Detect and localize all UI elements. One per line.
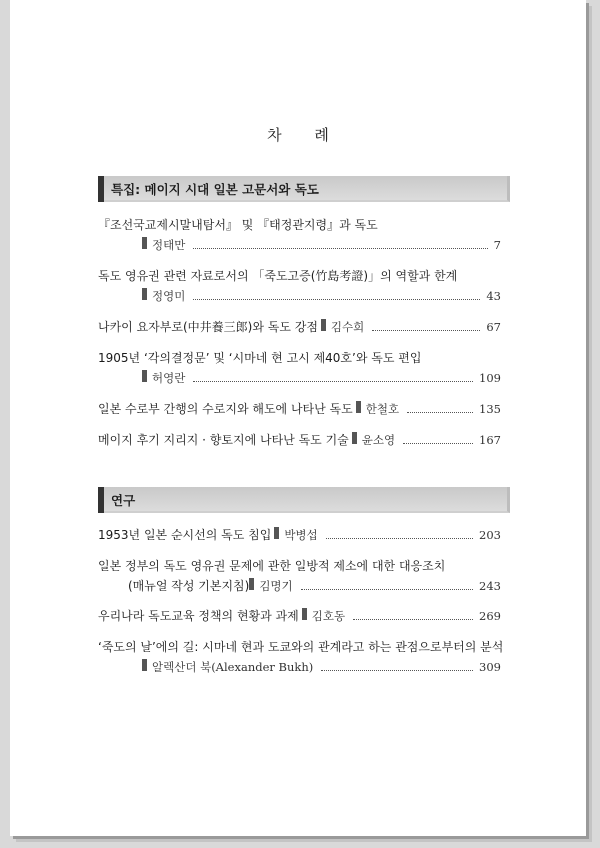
entry-title: 독도 영유권 관련 자료로서의 「죽도고증(竹島考證)」의 역할과 한계 bbox=[98, 269, 458, 283]
author-marker bbox=[142, 237, 147, 249]
entry-page: 167 bbox=[479, 433, 501, 447]
entry-author: 한철호 bbox=[365, 402, 400, 416]
entry-title: 1953년 일본 순시선의 독도 침입 bbox=[98, 528, 272, 542]
leader-dots bbox=[193, 380, 473, 382]
leader-dots bbox=[403, 442, 473, 444]
leader-dots bbox=[326, 537, 473, 539]
entry-page: 135 bbox=[479, 402, 501, 416]
toc-entry[interactable] bbox=[98, 399, 501, 419]
author-marker bbox=[302, 608, 307, 620]
section-marker bbox=[98, 176, 104, 202]
section-label: 연구 bbox=[111, 493, 136, 508]
author-marker bbox=[274, 527, 279, 539]
toc-title: 차 례 bbox=[267, 126, 343, 144]
author-marker bbox=[356, 401, 361, 413]
entry-page: 109 bbox=[479, 371, 501, 385]
entry-author: 김호동 bbox=[311, 609, 346, 623]
entry-title: 1905년 ‘각의결정문’ 및 ‘시마네 현 고시 제40호’와 독도 편입 bbox=[98, 351, 422, 365]
author-marker bbox=[352, 432, 357, 444]
leader-dots bbox=[301, 588, 473, 590]
entry-title: 메이지 후기 지리지 · 향토지에 나타난 독도 기술 bbox=[98, 433, 349, 447]
entry-page: 269 bbox=[479, 609, 501, 623]
entry-title: 나카이 요자부로(中井養三郎)와 독도 강점 bbox=[98, 320, 318, 334]
entry-page: 7 bbox=[493, 238, 501, 252]
toc-entry[interactable] bbox=[98, 525, 501, 545]
entry-page: 243 bbox=[479, 579, 501, 593]
entry-page: 203 bbox=[479, 528, 501, 542]
toc-entry[interactable] bbox=[98, 606, 501, 626]
author-marker bbox=[321, 319, 326, 331]
entry-author: 김수희 bbox=[330, 320, 365, 334]
entry-title: ‘죽도의 날’에의 길: 시마네 현과 도쿄와의 관계라고 하는 관점으로부터의 분석 bbox=[98, 640, 504, 654]
section-label: 특집: 메이지 시대 일본 고문서와 독도 bbox=[111, 182, 319, 197]
toc-entry[interactable] bbox=[98, 556, 501, 596]
entry-title: 우리나라 독도교육 정책의 현황과 과제 bbox=[98, 609, 299, 623]
leader-dots bbox=[353, 618, 473, 620]
author-marker bbox=[142, 370, 147, 382]
entry-page: 67 bbox=[486, 320, 501, 334]
leader-dots bbox=[372, 329, 480, 331]
leader-dots bbox=[407, 411, 473, 413]
leader-dots bbox=[321, 669, 473, 671]
entry-author: 윤소영 bbox=[361, 433, 396, 447]
toc-entry[interactable] bbox=[98, 317, 501, 337]
section-header-special bbox=[98, 176, 510, 202]
leader-dots bbox=[193, 247, 487, 249]
entry-author: 알렉산더 북(Alexander Bukh) bbox=[152, 660, 314, 674]
entry-title: 일본 정부의 독도 영유권 문제에 관한 일방적 제소에 대한 대응조치 bbox=[98, 559, 446, 573]
entry-title-continued: (매뉴얼 작성 기본지침) bbox=[128, 579, 250, 593]
entry-author: 김명기 bbox=[259, 579, 293, 593]
entry-title: 『조선국교제시말내탐서』 및 『태정관지령』과 독도 bbox=[98, 218, 378, 232]
page bbox=[10, 0, 586, 836]
author-marker bbox=[142, 659, 147, 671]
section-header-research bbox=[98, 487, 510, 513]
author-marker bbox=[249, 578, 254, 590]
toc-entry[interactable] bbox=[98, 266, 501, 306]
leader-dots bbox=[193, 298, 480, 300]
entry-author: 허영란 bbox=[152, 371, 186, 385]
entry-author: 정태만 bbox=[152, 238, 186, 252]
author-marker bbox=[142, 288, 147, 300]
entry-page: 43 bbox=[486, 289, 501, 303]
entry-author: 정영미 bbox=[152, 289, 186, 303]
entry-author: 박병섭 bbox=[284, 528, 318, 542]
entry-title: 일본 수로부 간행의 수로지와 해도에 나타난 독도 bbox=[98, 402, 353, 416]
toc-entry[interactable] bbox=[98, 637, 504, 677]
entry-page: 309 bbox=[479, 660, 501, 674]
section-marker bbox=[98, 487, 104, 513]
toc-entry[interactable] bbox=[98, 430, 501, 450]
toc-entry[interactable] bbox=[98, 215, 501, 255]
toc-entry[interactable] bbox=[98, 348, 501, 388]
